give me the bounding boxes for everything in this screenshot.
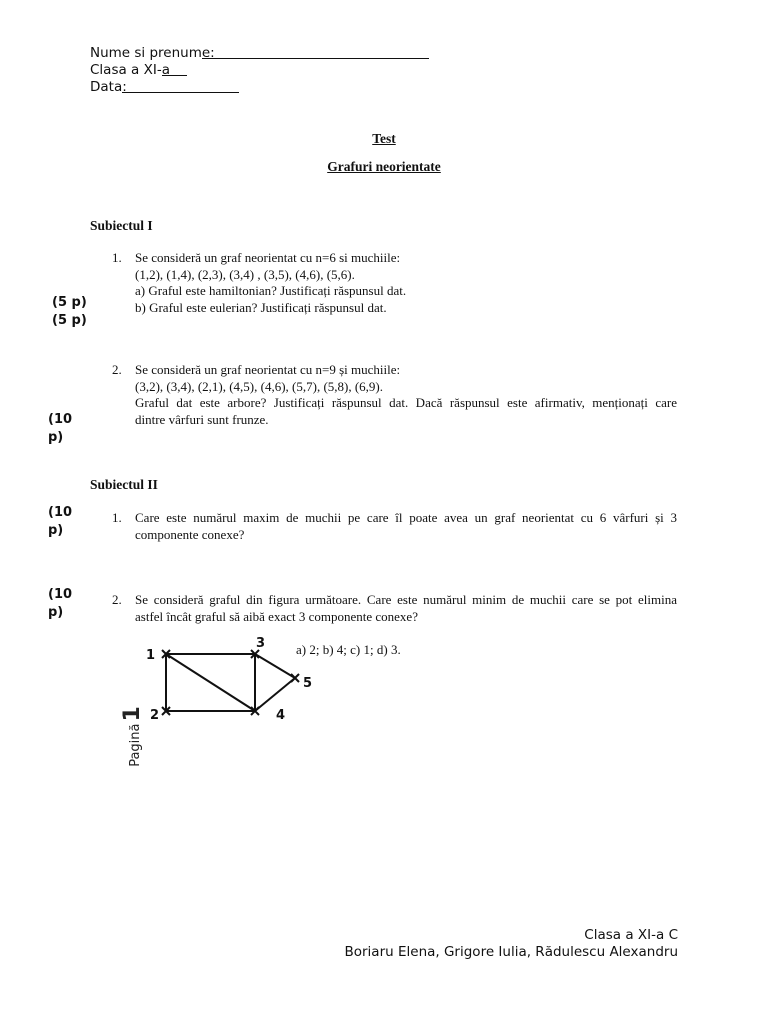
s1q2-line4: dintre vârfuri sunt frunze. xyxy=(135,411,269,427)
footer-line2: Boriaru Elena, Grigore Iulia, Rădulescu Alexandru xyxy=(344,944,678,960)
date-blank: : xyxy=(122,79,239,93)
subiect2-heading: Subiectul II xyxy=(90,477,158,492)
class-label: Clasa a XI- xyxy=(90,62,162,78)
s1q1-points-b: (5 p) xyxy=(52,313,87,328)
s1q1-number: 1. xyxy=(112,250,122,265)
page-marker-label: Pagină xyxy=(127,723,143,767)
graph-node-4 xyxy=(251,707,285,723)
s2q1-line1: Care este numărul maxim de muchii pe care îl poate avea un graf neorientat cu 6 vârfuri și 3 xyxy=(135,510,677,525)
s2q1-line2: componente conexe? xyxy=(135,526,245,542)
name-blank: e: xyxy=(202,45,429,59)
s1q2-line3: Graful dat este arbore? Justificați răspunsul dat. Dacă răspunsul este afirmativ, menționați care xyxy=(135,395,677,410)
graph-node-label-5: 5 xyxy=(303,676,313,691)
graph-node-label-4: 4 xyxy=(276,708,286,723)
graph-node-2 xyxy=(150,707,170,723)
footer-line1: Clasa a XI-a C xyxy=(584,927,678,943)
graph-edge-3-5 xyxy=(255,654,295,678)
graph-node-label-2: 2 xyxy=(150,708,160,723)
footer xyxy=(344,927,678,961)
s1q1-b: b) Graful este eulerian? Justificați răspunsul dat. xyxy=(135,299,387,315)
s2q2-points: (10 p) xyxy=(48,587,73,620)
s1q2-points: (10 p) xyxy=(48,412,73,445)
s1q2-line2: (3,2), (3,4), (2,1), (4,5), (4,6), (5,7), (5,8), (6,9). xyxy=(135,378,384,394)
s1q1-line1: Se consideră un graf neorientat cu n=6 si muchiile: xyxy=(135,250,401,265)
s1q1-a: a) Graful este hamiltonian? Justificați răspunsul dat. xyxy=(135,283,407,298)
graph-node-label-1: 1 xyxy=(146,648,156,663)
date-label: Data xyxy=(90,79,123,95)
topic-title: Grafuri neorientate xyxy=(327,159,441,174)
s2q1-number: 1. xyxy=(112,510,122,525)
s1q2-line1: Se consideră un graf neorientat cu n=9 și muchiile: xyxy=(135,362,401,377)
graph-edge-1-4 xyxy=(166,654,255,711)
page-marker-number: 1 xyxy=(119,706,145,722)
subiect1-heading: Subiectul I xyxy=(90,218,153,233)
s2q2-line1: Se consideră graful din figura următoare. Care este numărul minim de muchii care se pot elimina xyxy=(135,592,677,607)
s1q2-number: 2. xyxy=(112,362,122,377)
s1q1-line2: (1,2), (1,4), (2,3), (3,4) , (3,5), (4,6), (5,6). xyxy=(135,266,355,282)
s2q1-points: (10 p) xyxy=(48,505,73,538)
graph-node-5 xyxy=(291,674,312,691)
s2q2-number: 2. xyxy=(112,592,122,607)
graph-nodes xyxy=(146,636,312,723)
s1q1-points-a: (5 p) xyxy=(52,295,87,310)
class-blank: a xyxy=(162,62,187,76)
test-title: Test xyxy=(372,131,396,146)
graph-node-label-3: 3 xyxy=(256,636,266,651)
graph-edge-4-5 xyxy=(255,678,295,711)
s2q2-line2: astfel încât graful să aibă exact 3 componente conexe? xyxy=(135,608,418,624)
graph-edges xyxy=(166,654,295,711)
s2q2-answers: a) 2; b) 4; c) 1; d) 3. xyxy=(296,642,401,657)
page-marker xyxy=(118,702,148,768)
name-label: Nume si prenum xyxy=(90,45,202,61)
